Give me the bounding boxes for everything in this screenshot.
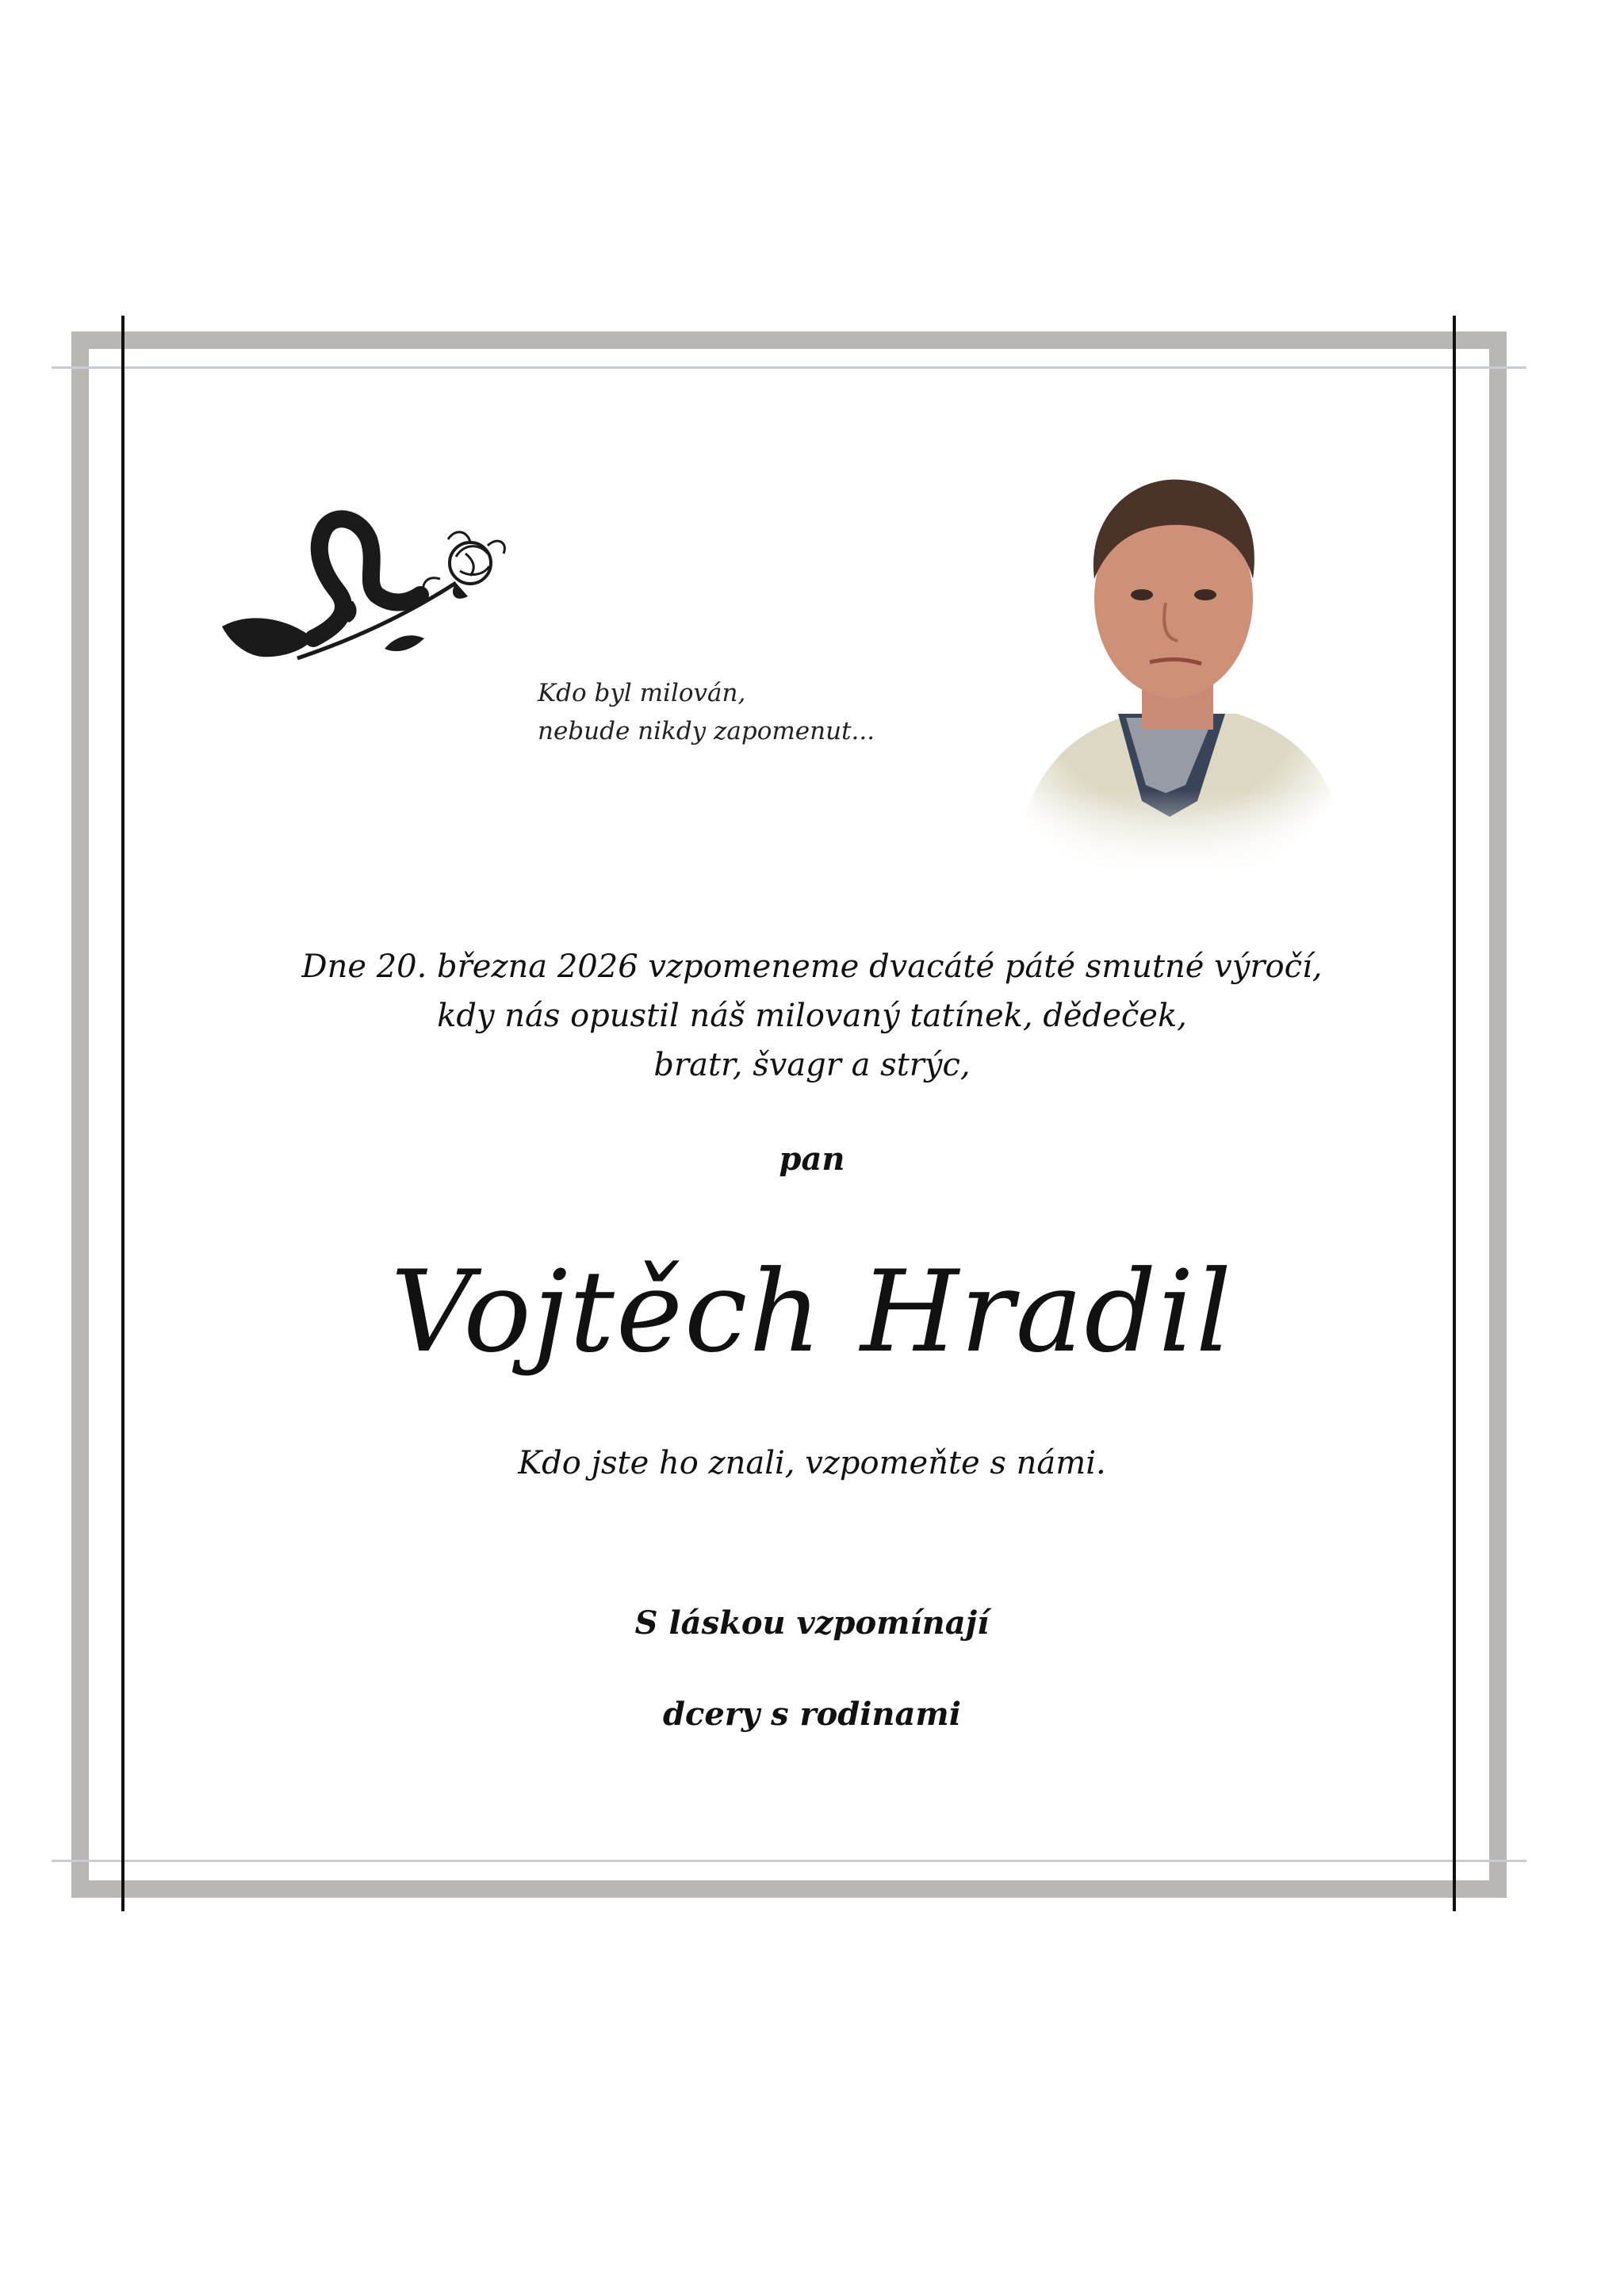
rose-ornament-icon [218, 508, 527, 690]
deceased-name: Vojtěch Hradil [390, 1247, 1234, 1378]
portrait-photo [1007, 460, 1340, 872]
bottom-rule [52, 1860, 1526, 1862]
announcement-line-1: Dne 20. března 2026 vzpomeneme dvacáté páté smutné výročí, [301, 948, 1323, 985]
announcement-line-2: kdy nás opustil náš milovaný tatínek, dědeček, [437, 998, 1187, 1034]
title-prefix: pan [779, 1140, 845, 1178]
closing: S láskou vzpomínají [634, 1604, 990, 1642]
announcement [0, 942, 1624, 1090]
announcement-line-3: bratr, švagr a strýc, [653, 1047, 971, 1083]
invitation: Kdo jste ho znali, vzpomeňte s námi. [518, 1445, 1106, 1481]
top-rule [52, 366, 1526, 369]
right-border-line [1453, 316, 1456, 1911]
quote-line-2: nebude nikdy zapomenut... [538, 717, 875, 745]
left-border-line [121, 316, 124, 1911]
signature: dcery s rodinami [663, 1696, 961, 1733]
quote [538, 674, 875, 750]
quote-line-1: Kdo byl milován, [538, 679, 746, 707]
